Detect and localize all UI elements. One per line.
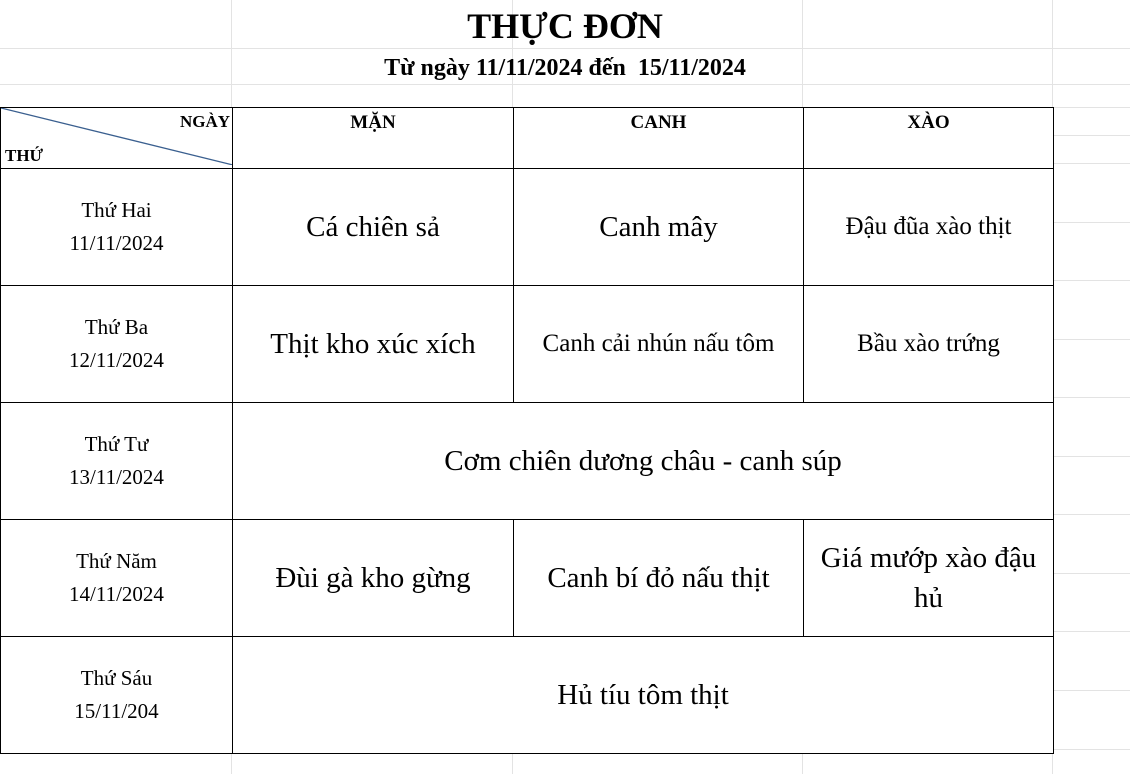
date-label: 14/11/2024 bbox=[69, 582, 164, 606]
table-row bbox=[1, 637, 1054, 754]
corner-label-date: NGÀY bbox=[179, 112, 230, 131]
day-cell bbox=[1, 286, 233, 403]
day-cell bbox=[1, 169, 233, 286]
corner-label-weekday: THỨ bbox=[5, 146, 44, 165]
table-row bbox=[1, 520, 1054, 637]
day-cell bbox=[1, 403, 233, 520]
dish-canh: Canh cải nhún nấu tôm bbox=[514, 286, 804, 403]
date-label: 11/11/2024 bbox=[69, 231, 164, 255]
menu-table bbox=[0, 107, 1054, 754]
date-label: 13/11/2024 bbox=[69, 465, 164, 489]
weekday-label: Thứ Ba bbox=[84, 315, 149, 339]
day-cell bbox=[1, 520, 233, 637]
page-title: THỰC ĐƠN bbox=[467, 6, 663, 46]
dish-man: Đùi gà kho gừng bbox=[233, 520, 514, 637]
weekday-label: Thứ Tư bbox=[84, 432, 149, 456]
date-range-subtitle: Từ ngày 11/11/2024 đến 15/11/2024 bbox=[384, 55, 746, 81]
dish-man: Thịt kho xúc xích bbox=[233, 286, 514, 403]
weekday-label: Thứ Năm bbox=[76, 549, 157, 573]
dish-combined: Hủ tíu tôm thịt bbox=[233, 637, 1054, 754]
dish-xao: Bầu xào trứng bbox=[804, 286, 1054, 403]
column-header-canh: CANH bbox=[514, 108, 804, 169]
weekday-label: Thứ Sáu bbox=[80, 666, 153, 690]
column-header-xao: XÀO bbox=[804, 108, 1054, 169]
dish-man: Cá chiên sả bbox=[233, 169, 514, 286]
table-row bbox=[1, 169, 1054, 286]
corner-header-cell bbox=[1, 108, 233, 169]
date-label: 12/11/2024 bbox=[69, 348, 164, 372]
header-row bbox=[1, 108, 1054, 169]
day-cell bbox=[1, 637, 233, 754]
date-label: 15/11/204 bbox=[74, 699, 159, 723]
table-row bbox=[1, 403, 1054, 520]
dish-canh: Canh mây bbox=[514, 169, 804, 286]
column-header-man: MẶN bbox=[233, 108, 514, 169]
weekday-label: Thứ Hai bbox=[81, 198, 152, 222]
dish-xao: Giá mướp xào đậu hủ bbox=[804, 520, 1054, 637]
dish-canh: Canh bí đỏ nấu thịt bbox=[514, 520, 804, 637]
table-row bbox=[1, 286, 1054, 403]
dish-combined: Cơm chiên dương châu - canh súp bbox=[233, 403, 1054, 520]
dish-xao: Đậu đũa xào thịt bbox=[804, 169, 1054, 286]
